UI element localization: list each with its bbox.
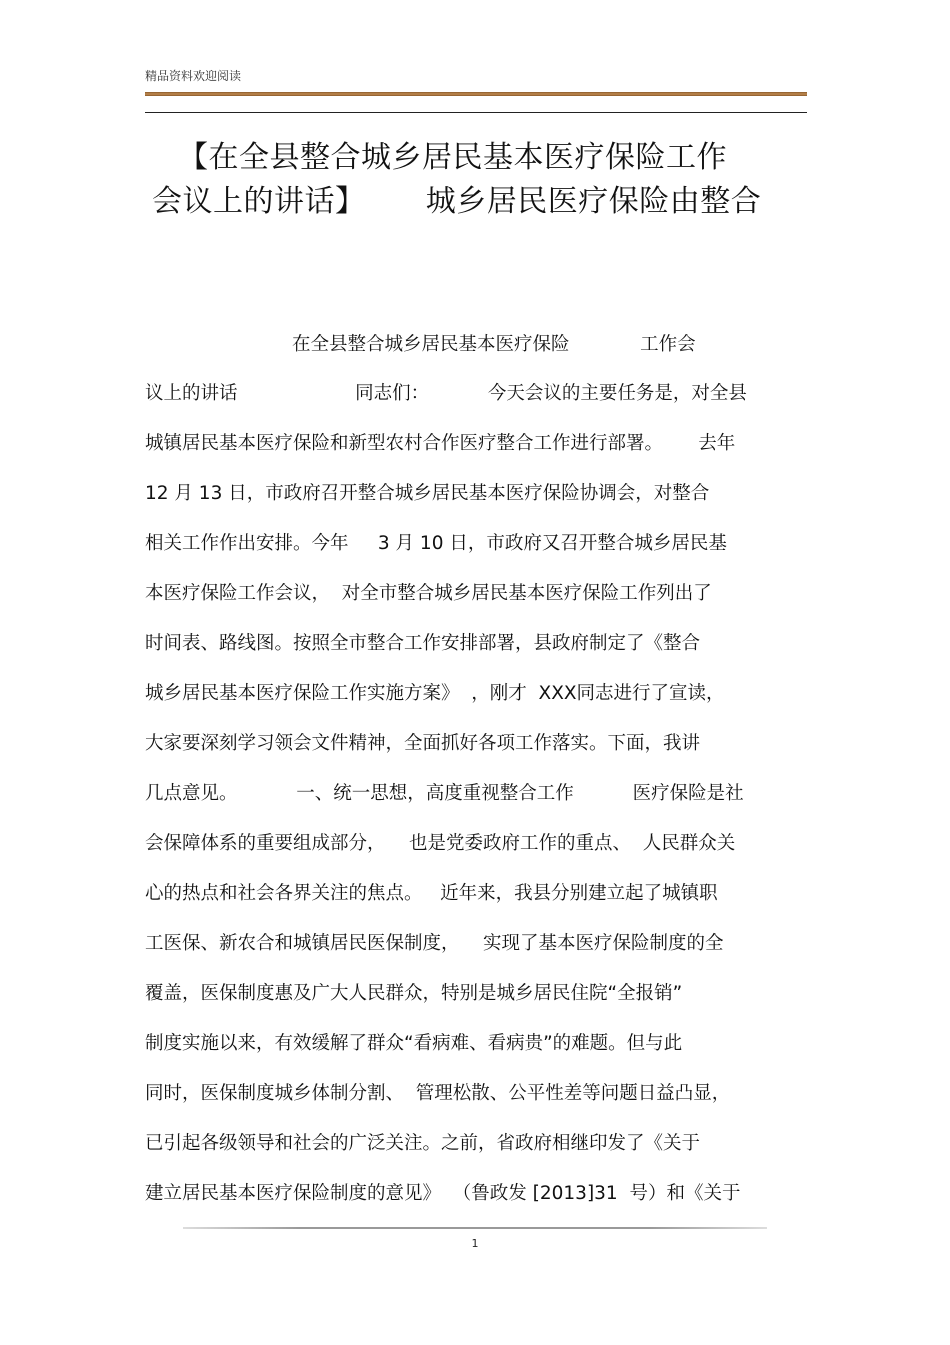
footer-rule: [183, 1227, 767, 1229]
body-line: 本医疗保险工作会议， 对全市整合城乡居民基本医疗保险工作列出了: [145, 583, 712, 604]
body-line: 相关工作作出安排。今年 3 月 10 日，市政府又召开整合城乡居民基: [145, 533, 727, 554]
body-line: 工医保、新农合和城镇居民医保制度， 实现了基本医疗保险制度的全: [145, 933, 724, 954]
body-line: 城镇居民基本医疗保险和新型农村合作医疗整合工作进行部署。 去年: [145, 433, 736, 454]
body-line: 几点意见。 一、统一思想，高度重视整合工作 医疗保险是社: [145, 783, 744, 804]
document-title-line-1: 【在全县整合城乡居民基本医疗保险工作: [178, 140, 727, 175]
page-header: 精品资料欢迎阅读: [145, 69, 242, 83]
body-line: 建立居民基本医疗保险制度的意见》 （鲁政发 [2013]31 号）和《关于: [145, 1183, 741, 1204]
body-line: 制度实施以来，有效缓解了群众“看病难、看病贵”的难题。但与此: [145, 1033, 683, 1054]
header-rule-thin: [145, 112, 807, 113]
body-line: 在全县整合城乡居民基本医疗保险 工作会: [145, 334, 696, 355]
header-rule-thick: [145, 92, 807, 96]
body-line: 同时，医保制度城乡体制分割、 管理松散、公平性差等问题日益凸显，: [145, 1083, 731, 1104]
body-line: 城乡居民基本医疗保险工作实施方案》 ，刚才 XXX同志进行了宣读，: [145, 683, 725, 704]
body-line: 覆盖，医保制度惠及广大人民群众，特别是城乡居民住院“全报销”: [145, 983, 683, 1004]
body-line: 大家要深刻学习领会文件精神，全面抓好各项工作落实。下面，我讲: [145, 733, 701, 754]
document-title-line-2: 会议上的讲话】 城乡居民医疗保险由整合: [152, 184, 762, 219]
page-number: 1: [471, 1237, 479, 1250]
body-line: 时间表、路线图。按照全市整合工作安排部署，县政府制定了《整合: [145, 633, 701, 654]
body-line: 已引起各级领导和社会的广泛关注。之前，省政府相继印发了《关于: [145, 1133, 701, 1154]
body-line: 12 月 13 日，市政府召开整合城乡居民基本医疗保险协调会，对整合: [145, 483, 710, 504]
body-line: 心的热点和社会各界关注的焦点。 近年来，我县分别建立起了城镇职: [145, 883, 718, 904]
body-line: 议上的讲话 同志们： 今天会议的主要任务是，对全县: [145, 383, 747, 404]
body-line: 会保障体系的重要组成部分， 也是党委政府工作的重点、 人民群众关: [145, 833, 736, 854]
